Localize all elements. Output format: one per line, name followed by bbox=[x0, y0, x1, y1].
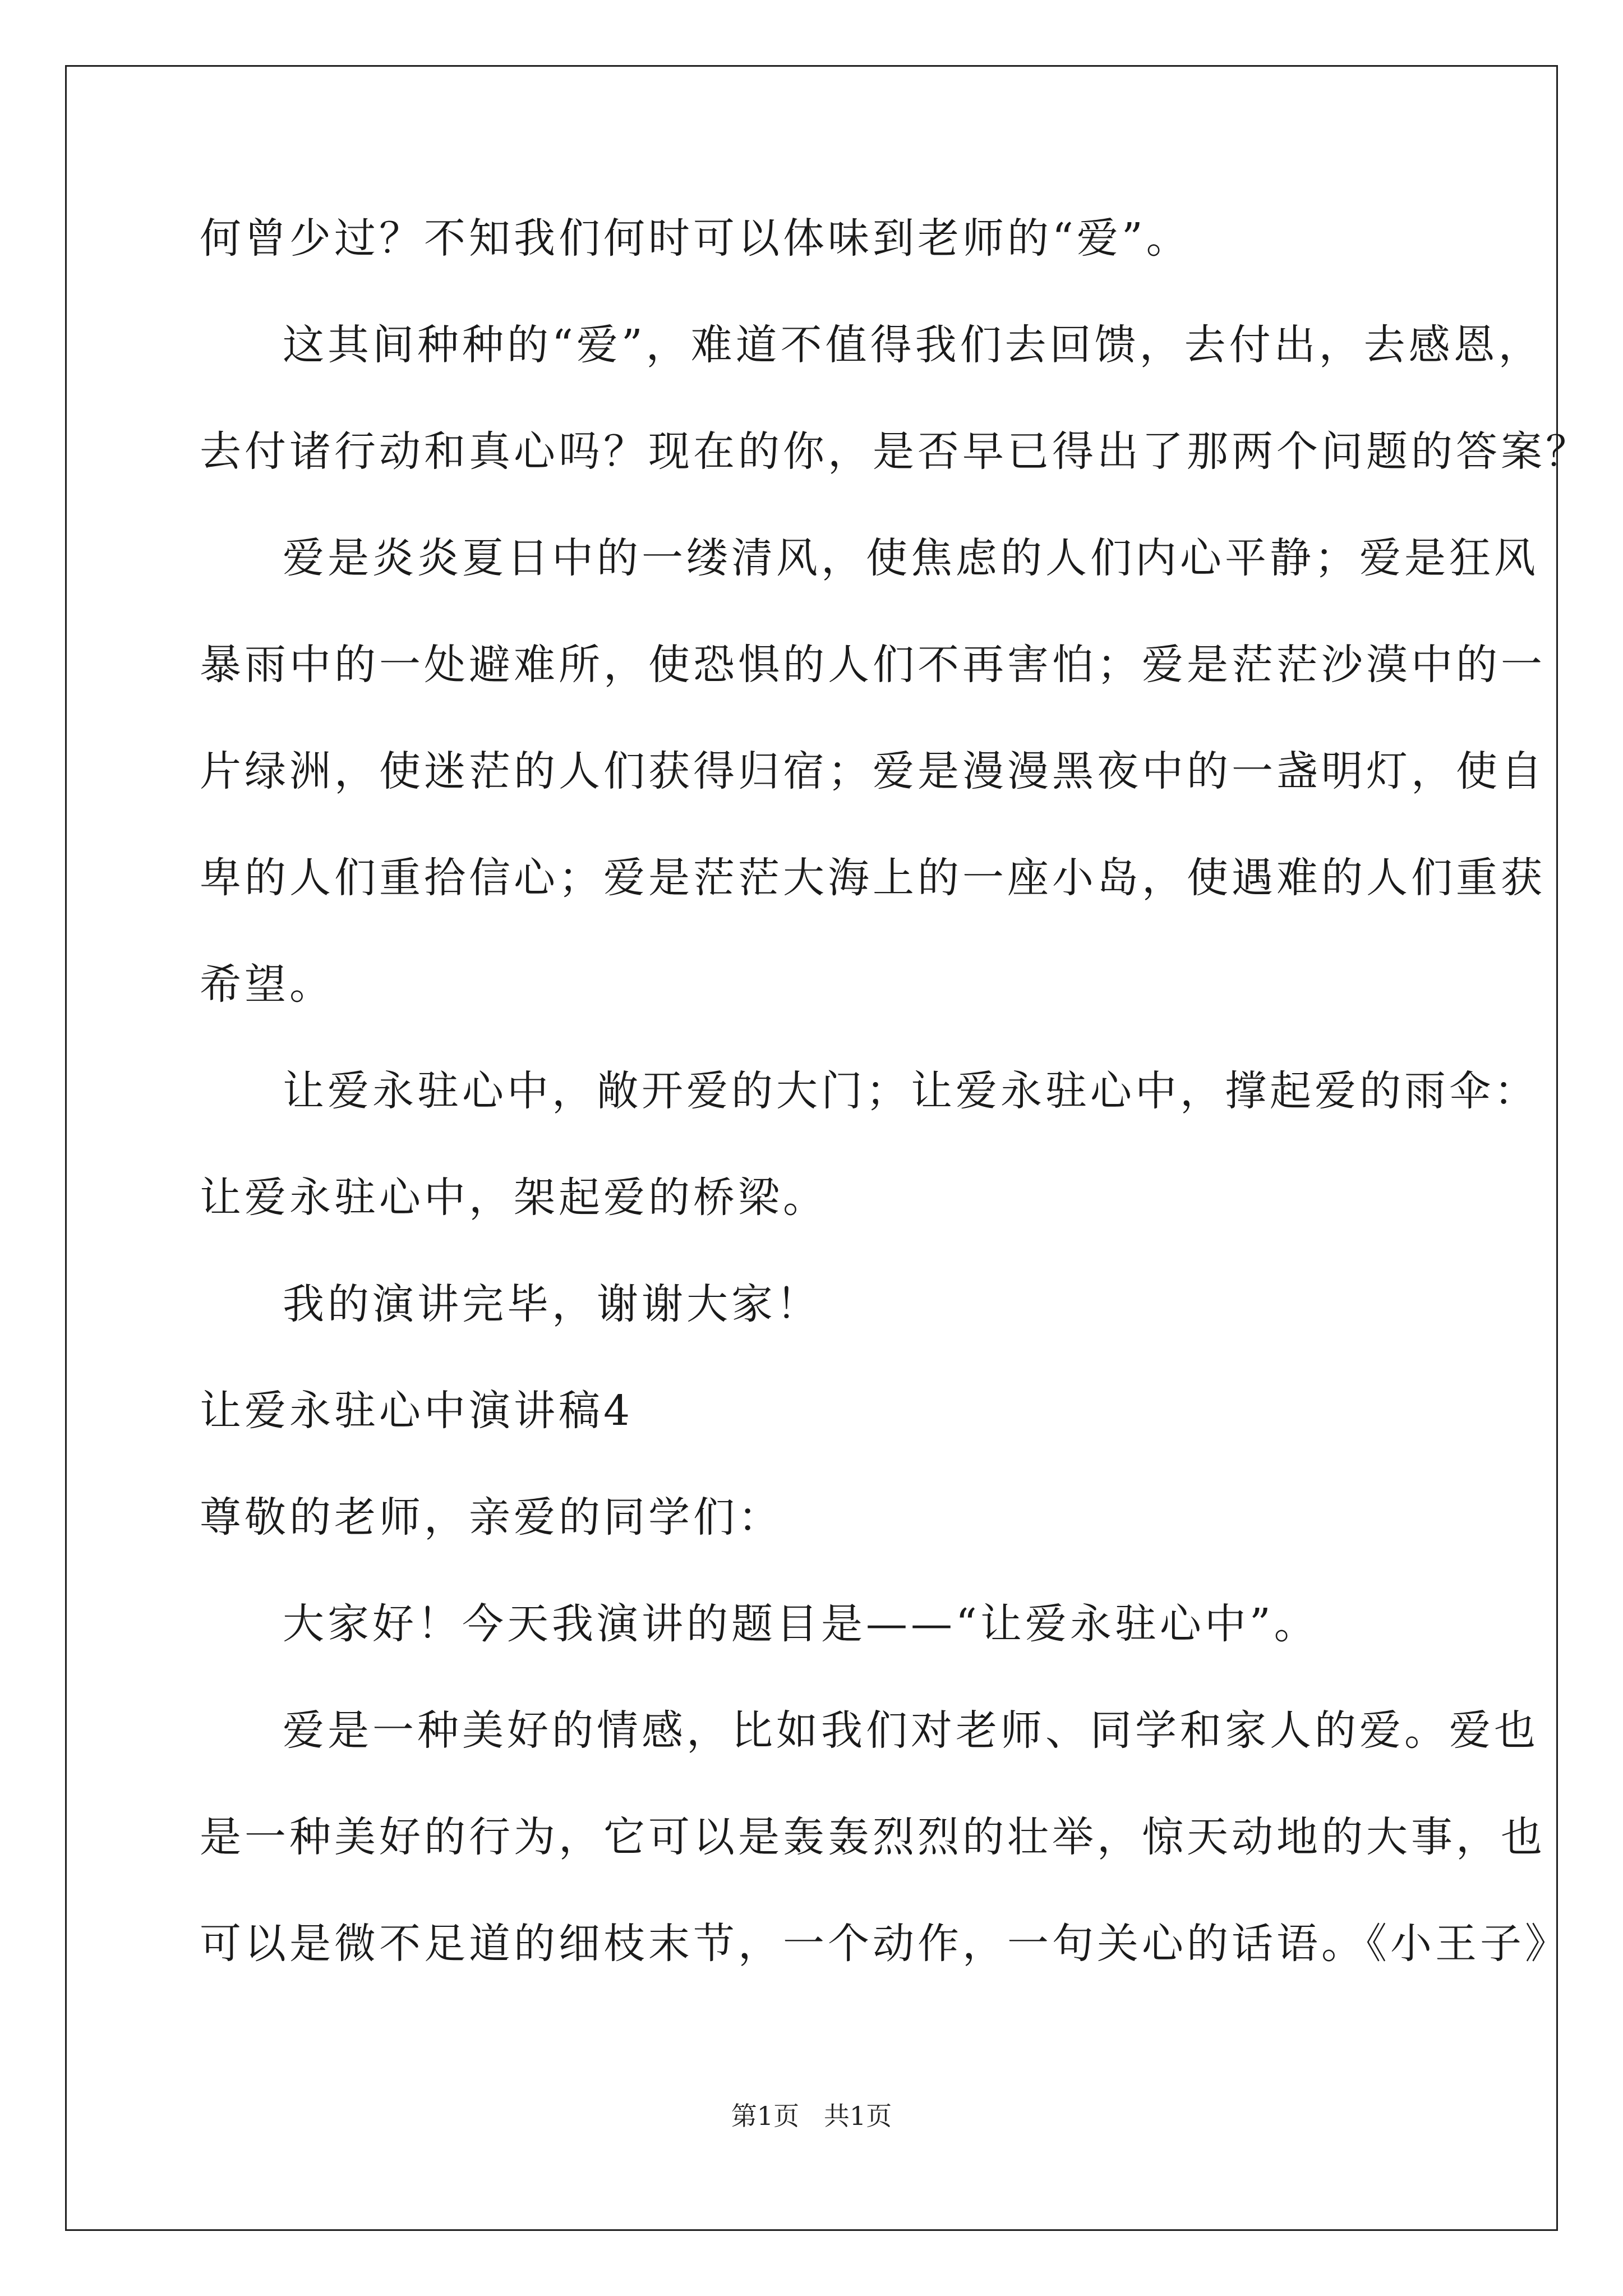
page-border bbox=[65, 65, 1558, 2231]
paragraph-start: 爱是炎炎夏日中的一缕清风，使焦虑的人们内心平静；爱是狂风 bbox=[283, 534, 1539, 582]
paragraph-start: 爱是一种美好的情感，比如我们对老师、同学和家人的爱。爱也 bbox=[283, 1706, 1539, 1755]
text-line: 何曾少过？不知我们何时可以体味到老师的“爱”。 bbox=[200, 214, 1191, 263]
paragraph-start: 大家好！今天我演讲的题目是——“让爱永驻心中”。 bbox=[283, 1600, 1319, 1648]
salutation: 尊敬的老师，亲爱的同学们： bbox=[200, 1493, 783, 1542]
text-line: 片绿洲，使迷茫的人们获得归宿；爱是漫漫黑夜中的一盏明灯，使自 bbox=[200, 747, 1546, 795]
text-line: 暴雨中的一处避难所，使恐惧的人们不再害怕；爱是茫茫沙漠中的一 bbox=[200, 641, 1546, 689]
paragraph-start: 这其间种种的“爱”，难道不值得我们去回馈，去付出，去感恩， bbox=[283, 321, 1543, 369]
text-line: 让爱永驻心中，架起爱的桥梁。 bbox=[200, 1174, 828, 1222]
page-footer: 第1页 共1页 bbox=[731, 2101, 892, 2131]
section-heading: 让爱永驻心中演讲稿4 bbox=[200, 1387, 634, 1435]
text-line: 是一种美好的行为，它可以是轰轰烈烈的壮举，惊天动地的大事，也 bbox=[200, 1813, 1546, 1861]
text-line: 可以是微不足道的细枝末节，一个动作，一句关心的话语。《小王子》 bbox=[200, 1920, 1570, 1968]
text-line: 去付诸行动和真心吗？现在的你，是否早已得出了那两个问题的答案？ bbox=[200, 427, 1590, 476]
text-line: 卑的人们重拾信心；爱是茫茫大海上的一座小岛，使遇难的人们重获 bbox=[200, 854, 1546, 902]
paragraph-start: 我的演讲完毕，谢谢大家！ bbox=[283, 1280, 821, 1328]
paragraph-start: 让爱永驻心中，敞开爱的大门；让爱永驻心中，撑起爱的雨伞： bbox=[283, 1067, 1539, 1115]
text-line: 希望。 bbox=[200, 960, 334, 1009]
